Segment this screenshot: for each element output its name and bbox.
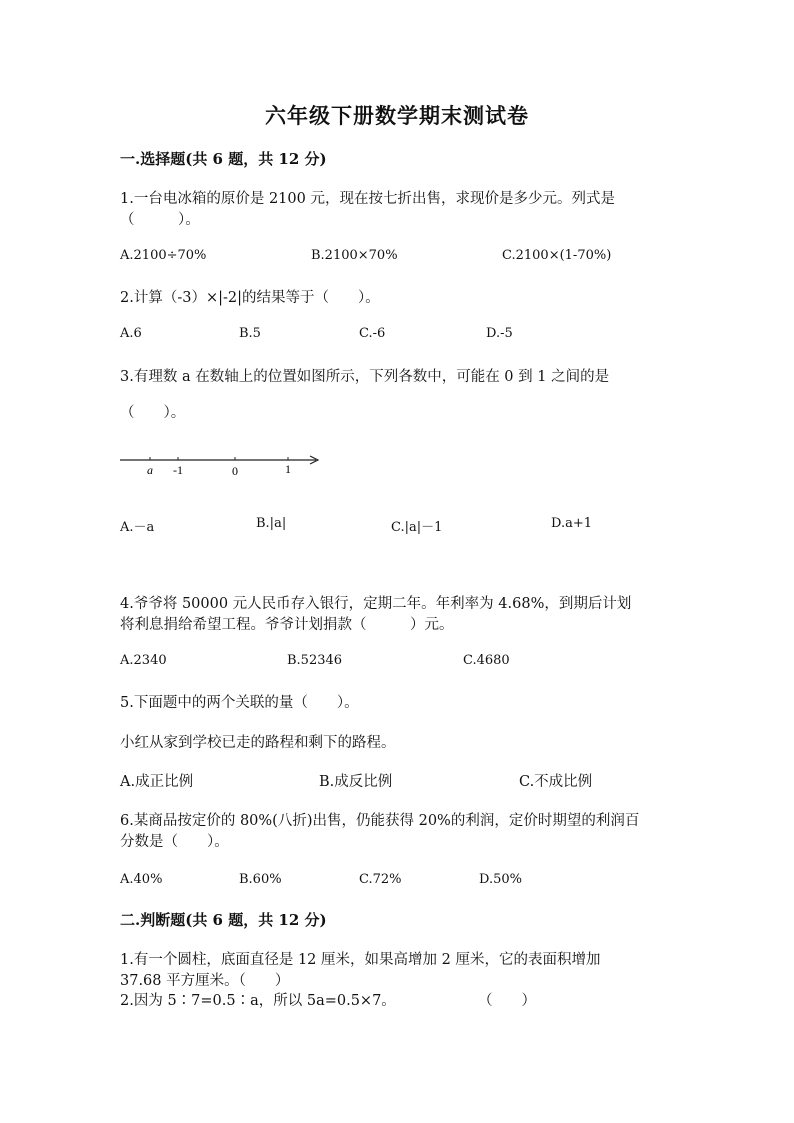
question-6-option-d: D.50% <box>479 872 522 887</box>
question-4-text: 4.爷爷将 50000 元人民币存入银行，定期二年。年利率为 4.68%，到期后计划 <box>120 596 632 612</box>
label-minus-1: -1 <box>173 463 183 477</box>
label-1: 1 <box>285 462 291 476</box>
question-3-option-a: A.－a <box>120 520 155 535</box>
question-3-blank: （ ）。 <box>120 405 186 421</box>
question-1-option-c: C.2100×(1-70%) <box>502 248 612 263</box>
judgment-1-text-2: 37.68 平方厘米。（ ） <box>120 973 290 989</box>
label-a: a <box>147 463 153 477</box>
question-4-option-c: C.4680 <box>463 653 510 668</box>
question-3-option-d: D.a+1 <box>551 516 593 531</box>
question-2-option-c: C.-6 <box>359 326 386 341</box>
question-1-text: 1.一台电冰箱的原价是 2100 元，现在按七折出售，求现价是多少元。列式是 <box>120 191 615 207</box>
section-heading-judgment: 二.判断题(共 6 题，共 12 分) <box>120 911 327 929</box>
page-title: 六年级下册数学期末测试卷 <box>265 103 529 128</box>
question-5-text: 5.下面题中的两个关联的量（ ）。 <box>120 695 359 711</box>
question-1-option-a: A.2100÷70% <box>120 248 207 263</box>
question-5-option-b: B.成反比例 <box>319 774 393 790</box>
question-3-option-b: B.|a| <box>256 516 287 531</box>
question-5-option-c: C.不成比例 <box>519 774 593 790</box>
question-5-option-a: A.成正比例 <box>120 774 194 790</box>
question-6-text-2: 分数是（ ）。 <box>120 834 229 850</box>
judgment-1-text: 1.有一个圆柱，底面直径是 12 厘米，如果高增加 2 厘米，它的表面积增加 <box>120 952 601 968</box>
question-2-option-b: B.5 <box>239 326 261 341</box>
question-5-context: 小红从家到学校已走的路程和剩下的路程。 <box>120 735 396 751</box>
question-2-text: 2.计算（-3）×|-2|的结果等于（ ）。 <box>120 290 380 306</box>
question-6-option-c: C.72% <box>359 872 402 887</box>
question-6-text: 6.某商品按定价的 80%(八折)出售，仍能获得 20%的利润，定价时期望的利润百 <box>120 813 640 829</box>
question-4-option-b: B.52346 <box>287 653 343 668</box>
question-2-option-d: D.-5 <box>486 326 513 341</box>
question-3-option-c: C.|a|－1 <box>391 520 443 535</box>
judgment-2-text: 2.因为 5∶7=0.5∶a，所以 5a=0.5×7。 <box>120 993 396 1009</box>
question-2-option-a: A.6 <box>120 326 142 341</box>
question-1-option-b: B.2100×70% <box>311 248 398 263</box>
number-line-figure <box>118 450 328 482</box>
question-6-option-a: A.40% <box>120 872 163 887</box>
section-heading-choice: 一.选择题(共 6 题，共 12 分) <box>120 150 327 168</box>
label-0: 0 <box>232 464 238 478</box>
question-1-blank: （ ）。 <box>120 212 200 228</box>
question-3-text: 3.有理数 a 在数轴上的位置如图所示，下列各数中，可能在 0 到 1 之间的是 <box>120 369 610 385</box>
judgment-2-blank: （ ） <box>478 993 536 1009</box>
question-6-option-b: B.60% <box>239 872 282 887</box>
question-4-option-a: A.2340 <box>120 653 167 668</box>
question-4-text-2: 将利息捐给希望工程。爷爷计划捐款（ ）元。 <box>120 617 454 633</box>
